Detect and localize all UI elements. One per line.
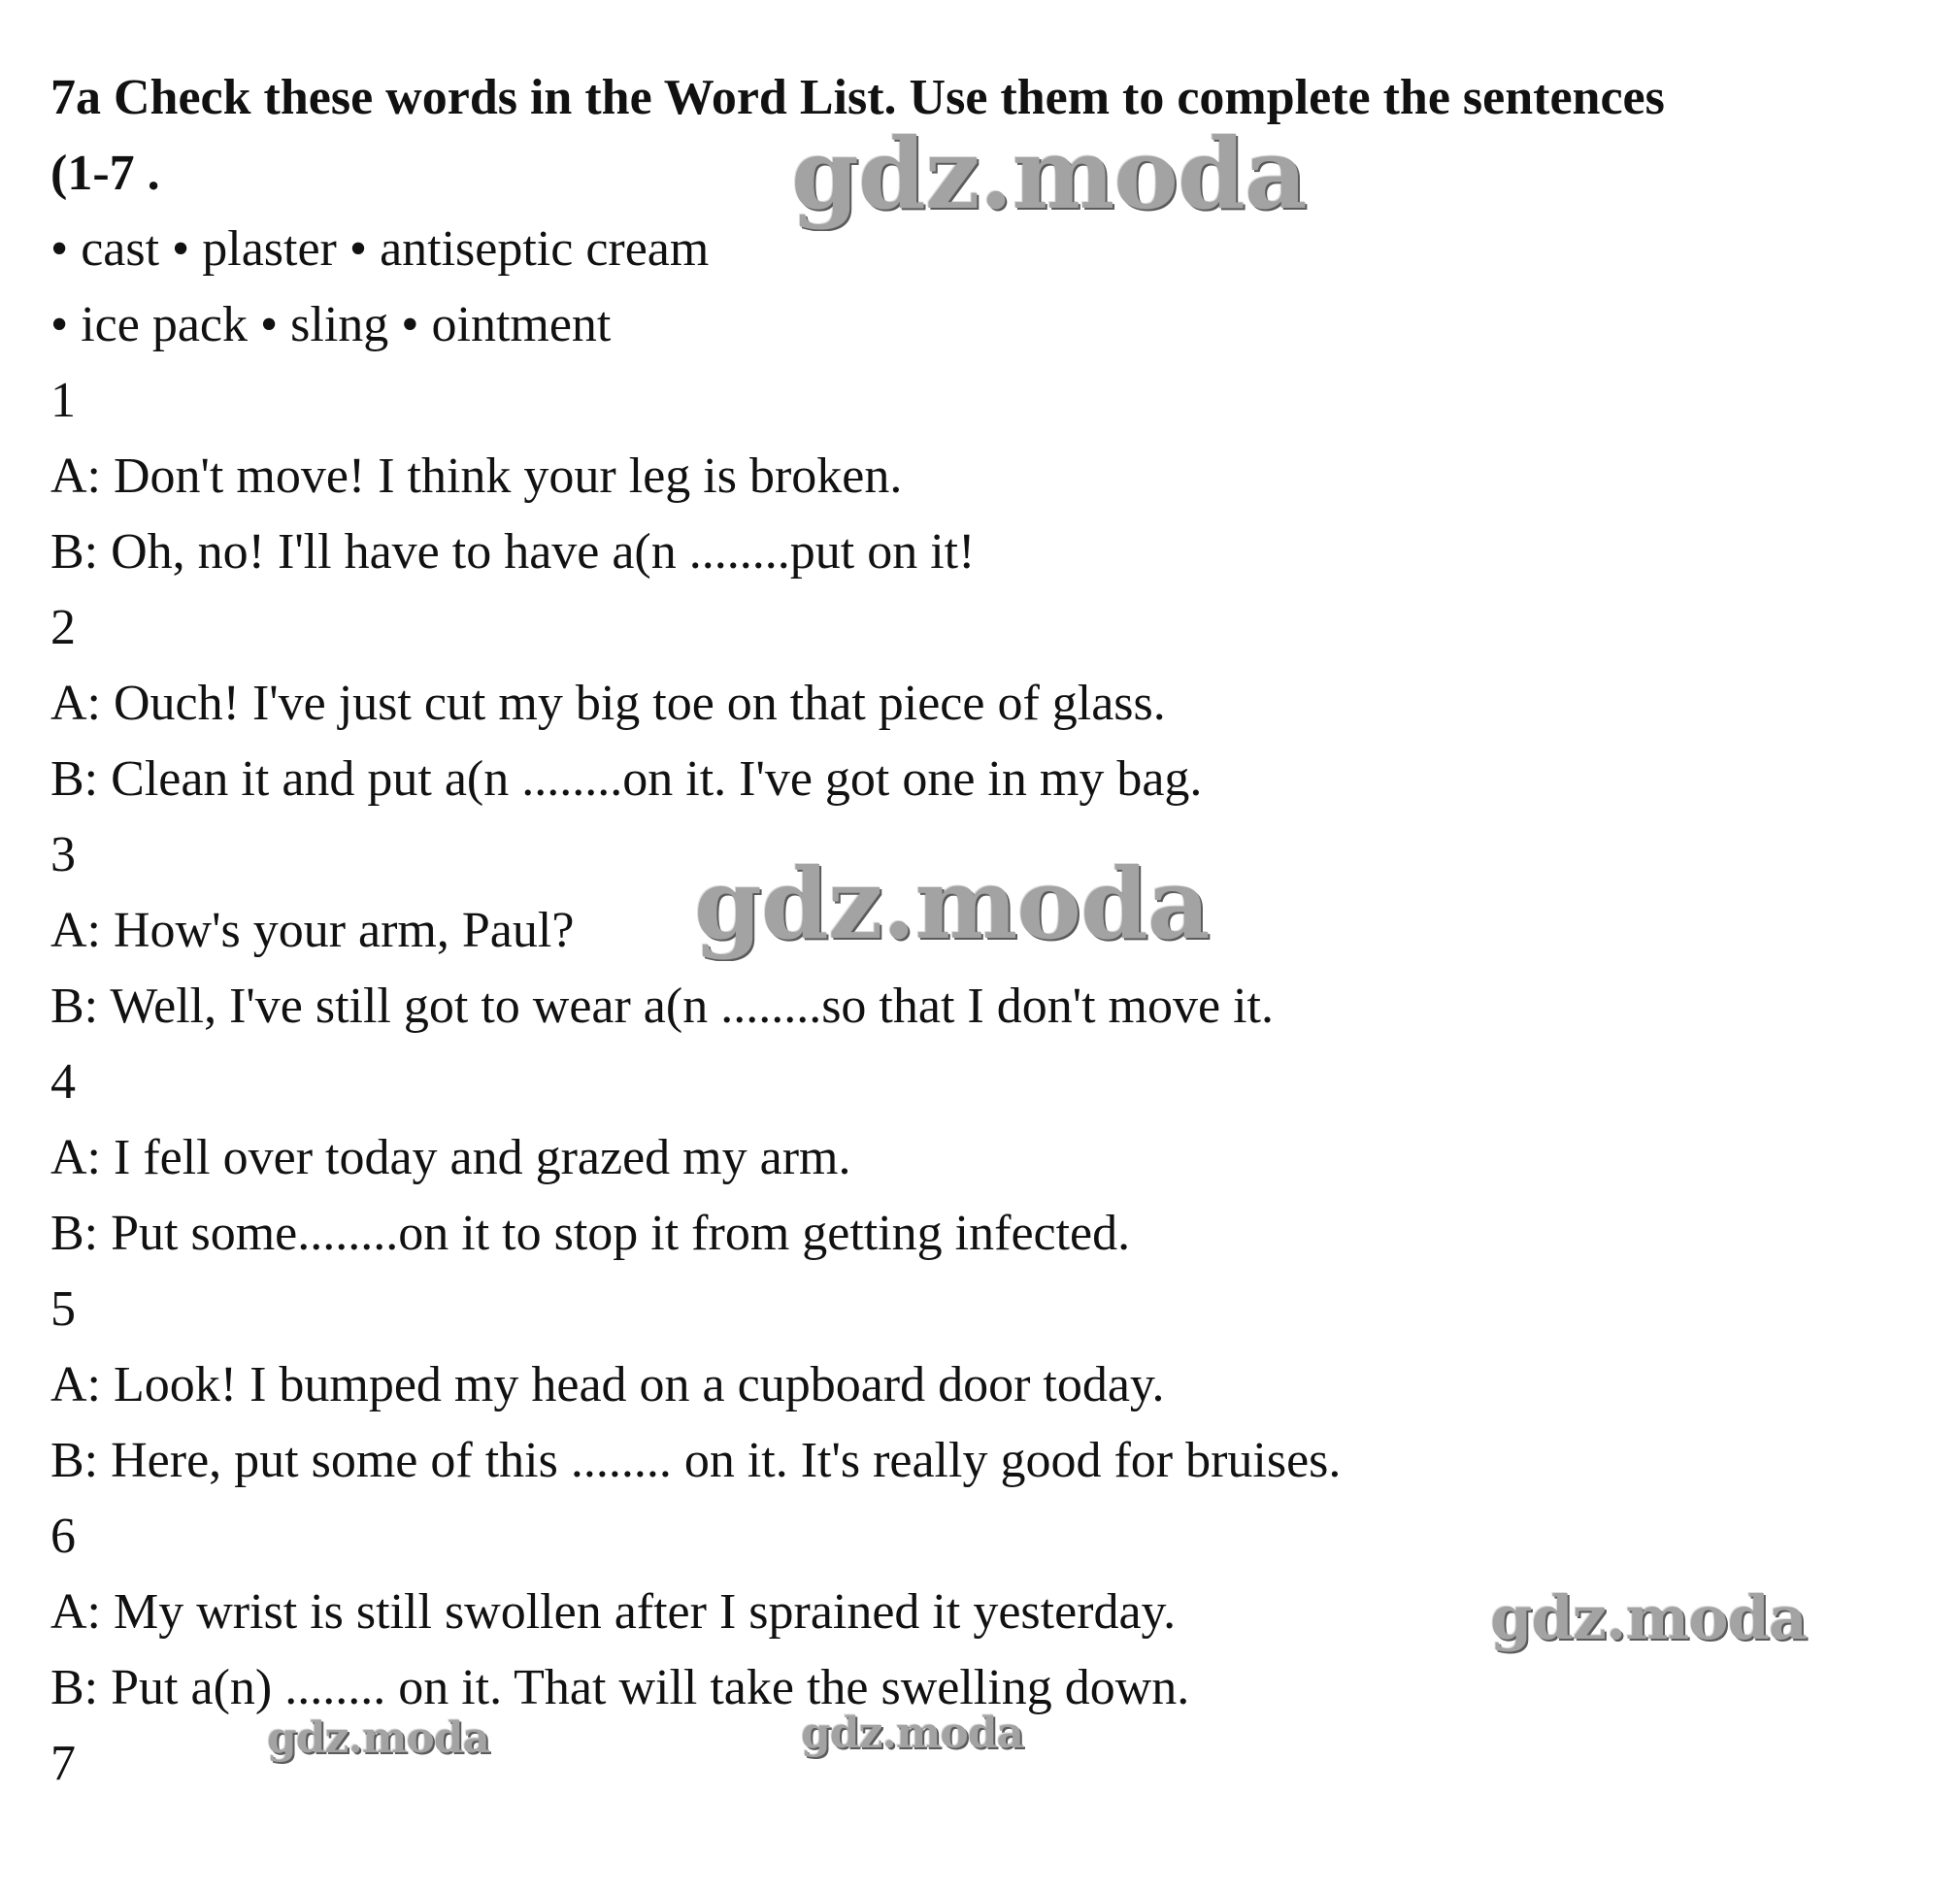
item-5-line-a: A: Look! I bumped my head on a cupboard door today.: [50, 1357, 1165, 1412]
item-4-line-a: A: I fell over today and grazed my arm.: [50, 1130, 851, 1185]
item-4-line-b: B: Put some........on it to stop it from getting infected.: [50, 1206, 1131, 1261]
exercise-title-line-1: 7a Check these words in the Word List. Use them to complete the sentences: [50, 70, 1665, 125]
watermark-logo: gdz.moda: [801, 1709, 1024, 1758]
item-1-line-b: B: Oh, no! I'll have to have a(n ........put on it!: [50, 524, 976, 580]
item-number-2: 2: [50, 600, 76, 655]
item-1-line-a: A: Don't move! I think your leg is broken.: [50, 448, 903, 504]
item-5-line-b: B: Here, put some of this ........ on it. It's really good for bruises.: [50, 1433, 1342, 1488]
item-2-line-a: A: Ouch! I've just cut my big toe on that piece of glass.: [50, 676, 1166, 731]
item-6-line-b: B: Put a(n) ........ on it. That will take the swelling down.: [50, 1660, 1190, 1715]
item-number-7: 7: [50, 1736, 76, 1791]
word-bank-line-2: • ice pack • sling • ointment: [50, 297, 612, 352]
watermark-logo: gdz.moda: [1490, 1582, 1807, 1653]
item-2-line-b: B: Clean it and put a(n ........on it. I've got one in my bag.: [50, 751, 1203, 807]
item-number-6: 6: [50, 1509, 76, 1564]
exercise-title-line-2: (1-7 .: [50, 146, 160, 201]
item-number-5: 5: [50, 1281, 76, 1337]
item-number-3: 3: [50, 827, 76, 882]
watermark-logo: gdz.moda: [267, 1713, 490, 1763]
watermark-logo: gdz.moda: [694, 847, 1210, 961]
item-number-1: 1: [50, 373, 76, 428]
watermark-logo: gdz.moda: [791, 116, 1307, 231]
word-bank-line-1: • cast • plaster • antiseptic cream: [50, 221, 710, 277]
item-3-line-a: A: How's your arm, Paul?: [50, 903, 575, 958]
item-number-4: 4: [50, 1054, 76, 1110]
item-6-line-a: A: My wrist is still swollen after I sprained it yesterday.: [50, 1584, 1177, 1640]
item-3-line-b: B: Well, I've still got to wear a(n ........so that I don't move it.: [50, 979, 1274, 1034]
